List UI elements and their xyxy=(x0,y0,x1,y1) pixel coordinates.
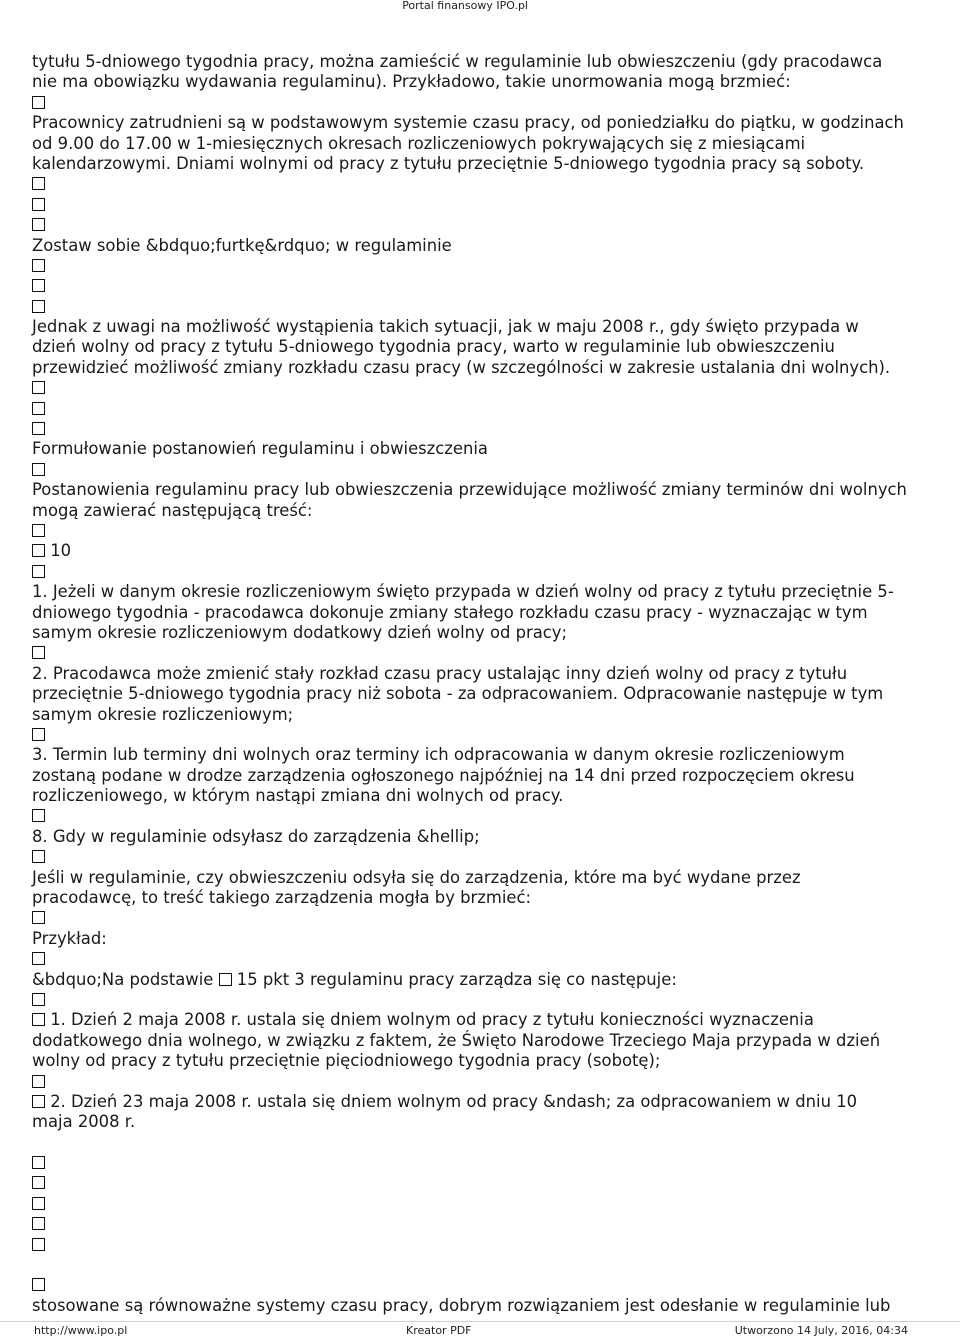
text-line xyxy=(32,541,932,561)
line-text: zostaną podane w drodze zarządzenia ogłoszonego najpóźniej na 14 dni przed rozpoczęciem okresu xyxy=(32,765,855,785)
text-line xyxy=(32,827,932,847)
line-text: stosowane są równoważne systemy czasu pracy, dobrym rozwiązaniem jest odesłanie w regulaminie lub xyxy=(32,1295,891,1315)
bullet-line xyxy=(32,643,932,663)
text-line xyxy=(32,603,932,623)
bullet-line xyxy=(32,174,932,194)
missing-glyph-icon xyxy=(32,177,45,190)
line-text: od 9.00 do 17.00 w 1-miesięcznych okresach rozliczeniowych pokrywających się z miesiącami xyxy=(32,133,806,153)
text-line xyxy=(32,480,932,500)
line-text: maja 2008 r. xyxy=(32,1112,136,1132)
text-line xyxy=(32,113,932,133)
bullet-line xyxy=(32,806,932,826)
bullet-line xyxy=(32,847,932,867)
line-text: Jednak z uwagi na możliwość wystąpienia takich sytuacji, jak w maju 2008 r., gdy święto przypada w xyxy=(32,317,859,337)
line-text: Postanowienia regulaminu pracy lub obwieszczenia przewidujące możliwość zmiany terminów dni wolnych xyxy=(32,480,907,500)
line-text: dzień wolny od pracy z tytułu 5-dniowego tygodnia pracy, warto w regulaminie lub obwieszczeniu xyxy=(32,337,835,357)
text-line xyxy=(32,1010,932,1030)
bullet-line xyxy=(32,521,932,541)
bullet-line xyxy=(32,562,932,582)
missing-glyph-icon xyxy=(32,1156,45,1169)
bullet-line xyxy=(32,276,932,296)
text-line xyxy=(32,1051,932,1071)
text-line xyxy=(32,705,932,725)
text-line xyxy=(32,439,932,459)
missing-glyph-icon xyxy=(32,422,45,435)
bullet-line xyxy=(32,1214,932,1234)
line-text: samym okresie rozliczeniowym; xyxy=(32,704,294,724)
bullet-line xyxy=(32,1235,932,1255)
text-line xyxy=(32,623,932,643)
missing-glyph-icon xyxy=(32,1217,45,1230)
missing-glyph-icon xyxy=(32,1075,45,1088)
bullet-line xyxy=(32,399,932,419)
section-sign-icon xyxy=(32,544,45,557)
missing-glyph-icon xyxy=(32,646,45,659)
line-text: 1. Jeżeli w danym okresie rozliczeniowym święto przypada w dzień wolny od pracy z tytułu przeciętnie 5- xyxy=(32,582,894,602)
text-line xyxy=(32,786,932,806)
line-text: 2. Pracodawca może zmienić stały rozkład czasu pracy ustalając inny dzień wolny od pracy z tytułu xyxy=(32,663,848,683)
text-line xyxy=(32,52,932,72)
text-line xyxy=(32,888,932,908)
text-line xyxy=(32,868,932,888)
missing-glyph-icon xyxy=(32,524,45,537)
section-sign-icon xyxy=(32,1013,45,1026)
text-line xyxy=(32,929,932,949)
bullet-line xyxy=(32,1153,932,1173)
text-line xyxy=(32,134,932,154)
bullet-line xyxy=(32,256,932,276)
bullet-line xyxy=(32,949,932,969)
line-text: 1. Dzień 2 maja 2008 r. ustala się dniem wolnym od pracy z tytułu konieczności wyznaczenia xyxy=(45,1010,814,1030)
missing-glyph-icon xyxy=(32,565,45,578)
line-text: rozliczeniowego, w którym nastąpi zmiana dni wolnych od pracy. xyxy=(32,786,564,806)
page-header xyxy=(0,0,960,12)
text-line xyxy=(32,1173,932,1193)
document-body xyxy=(32,52,932,1316)
bullet-line xyxy=(32,215,932,235)
site-title: Portal finansowy IPO.pl xyxy=(402,0,528,12)
missing-glyph-icon xyxy=(32,911,45,924)
line-text: tytułu 5-dniowego tygodnia pracy, można zamieścić w regulaminie lub obwieszczeniu (gdy pracodawca xyxy=(32,52,883,71)
text-line xyxy=(32,1296,932,1316)
section-sign-icon xyxy=(32,1095,45,1108)
bullet-line xyxy=(32,990,932,1010)
line-text: mogą zawierać następującą treść: xyxy=(32,500,313,520)
text-line xyxy=(32,745,932,765)
line-text: Pracownicy zatrudnieni są w podstawowym systemie czasu pracy, od poniedziałku do piątku, w godzinach xyxy=(32,113,904,133)
missing-glyph-icon xyxy=(32,198,45,211)
text-line xyxy=(32,358,932,378)
text-line xyxy=(32,337,932,357)
text-line xyxy=(32,236,932,256)
missing-glyph-icon xyxy=(32,279,45,292)
section-sign-icon xyxy=(32,1176,45,1189)
line-text: dodatkowego dnia wolnego, w związku z faktem, że Święto Narodowe Trzeciego Maja przypada w dzień xyxy=(32,1030,881,1050)
text-line xyxy=(32,1133,932,1153)
missing-glyph-icon xyxy=(32,1238,45,1251)
line-text: przeciętnie 5-dniowego tygodnia pracy niż sobota - za odpracowaniem. Odpracowanie następuje w tym xyxy=(32,684,884,704)
bullet-line xyxy=(32,725,932,745)
missing-glyph-icon xyxy=(32,259,45,272)
bullet-line xyxy=(32,460,932,480)
text-line xyxy=(32,684,932,704)
missing-glyph-icon xyxy=(32,402,45,415)
section-sign-icon xyxy=(219,973,232,986)
bullet-line xyxy=(32,195,932,215)
bullet-line xyxy=(32,378,932,398)
text-line xyxy=(32,317,932,337)
line-text: 8. Gdy w regulaminie odsyłasz do zarządzenia &hellip; xyxy=(32,826,480,846)
text-line xyxy=(32,1092,932,1112)
page-footer xyxy=(34,1324,908,1338)
missing-glyph-icon xyxy=(32,1278,45,1291)
missing-glyph-icon xyxy=(32,218,45,231)
text-line xyxy=(32,1112,932,1132)
missing-glyph-icon xyxy=(32,728,45,741)
missing-glyph-icon xyxy=(32,952,45,965)
line-text: Zostaw sobie &bdquo;furtkę&rdquo; w regulaminie xyxy=(32,235,452,255)
line-text: Jeśli w regulaminie, czy obwieszczeniu odsyła się do zarządzenia, które ma być wydane przez xyxy=(32,867,801,887)
bullet-line xyxy=(32,1194,932,1214)
missing-glyph-icon xyxy=(32,993,45,1006)
line-text: Przykład: xyxy=(32,928,107,948)
line-text: kalendarzowymi. Dniami wolnymi od pracy z tytułu przeciętnie 5-dniowego tygodnia pracy są soboty. xyxy=(32,153,865,173)
line-text: dniowego tygodnia - pracodawca dokonuje zmiany stałego rozkładu czasu pracy - wyznaczając w tym xyxy=(32,602,868,622)
line-text: wolny od pracy z tytułu przeciętnie pięciodniowego tygodnia pracy (sobotę); xyxy=(32,1051,661,1071)
line-text: Formułowanie postanowień regulaminu i obwieszczenia xyxy=(32,439,488,459)
bullet-line xyxy=(32,93,932,113)
line-text-rest: 15 pkt 3 regulaminu pracy zarządza się co następuje: xyxy=(231,969,677,989)
bullet-line xyxy=(32,1072,932,1092)
missing-glyph-icon xyxy=(32,96,45,109)
missing-glyph-icon xyxy=(32,850,45,863)
text-line xyxy=(32,582,932,602)
text-line xyxy=(32,1255,932,1275)
line-text: &bdquo;Na podstawie xyxy=(32,969,219,989)
text-line xyxy=(32,501,932,521)
line-text: 3. Termin lub terminy dni wolnych oraz terminy ich odpracowania w danym okresie rozliczeniowym xyxy=(32,745,845,765)
line-text: nie ma obowiązku wydawania regulaminu). Przykładowo, takie unormowania mogą brzmieć: xyxy=(32,72,791,92)
missing-glyph-icon xyxy=(32,463,45,476)
footer-url[interactable]: http://www.ipo.pl xyxy=(34,1324,128,1337)
line-text: samym okresie rozliczeniowym dodatkowy dzień wolny od pracy; xyxy=(32,622,568,642)
footer-created: Utworzono 14 July, 2016, 04:34 xyxy=(734,1324,908,1337)
text-line xyxy=(32,154,932,174)
text-line xyxy=(32,664,932,684)
footer-generator: Kreator PDF xyxy=(406,1324,472,1337)
line-text: pracodawcę, to treść takiego zarządzenia mogła by brzmieć: xyxy=(32,888,531,908)
text-line xyxy=(32,766,932,786)
bullet-line xyxy=(32,1275,932,1295)
text-line xyxy=(32,72,932,92)
missing-glyph-icon xyxy=(32,1197,45,1210)
line-text: 2. Dzień 23 maja 2008 r. ustala się dniem wolnym od pracy &ndash; za odpracowaniem w dniu 10 xyxy=(45,1091,858,1111)
text-line xyxy=(32,970,932,990)
missing-glyph-icon xyxy=(32,809,45,822)
bullet-line xyxy=(32,297,932,317)
line-text: 10 xyxy=(45,541,72,561)
text-line xyxy=(32,1031,932,1051)
bullet-line xyxy=(32,419,932,439)
missing-glyph-icon xyxy=(32,300,45,313)
line-text: przewidzieć możliwość zmiany rozkładu czasu pracy (w szczególności w zakresie ustalania dni wolnych). xyxy=(32,357,891,377)
missing-glyph-icon xyxy=(32,381,45,394)
bullet-line xyxy=(32,908,932,928)
footer-divider xyxy=(0,1321,960,1322)
